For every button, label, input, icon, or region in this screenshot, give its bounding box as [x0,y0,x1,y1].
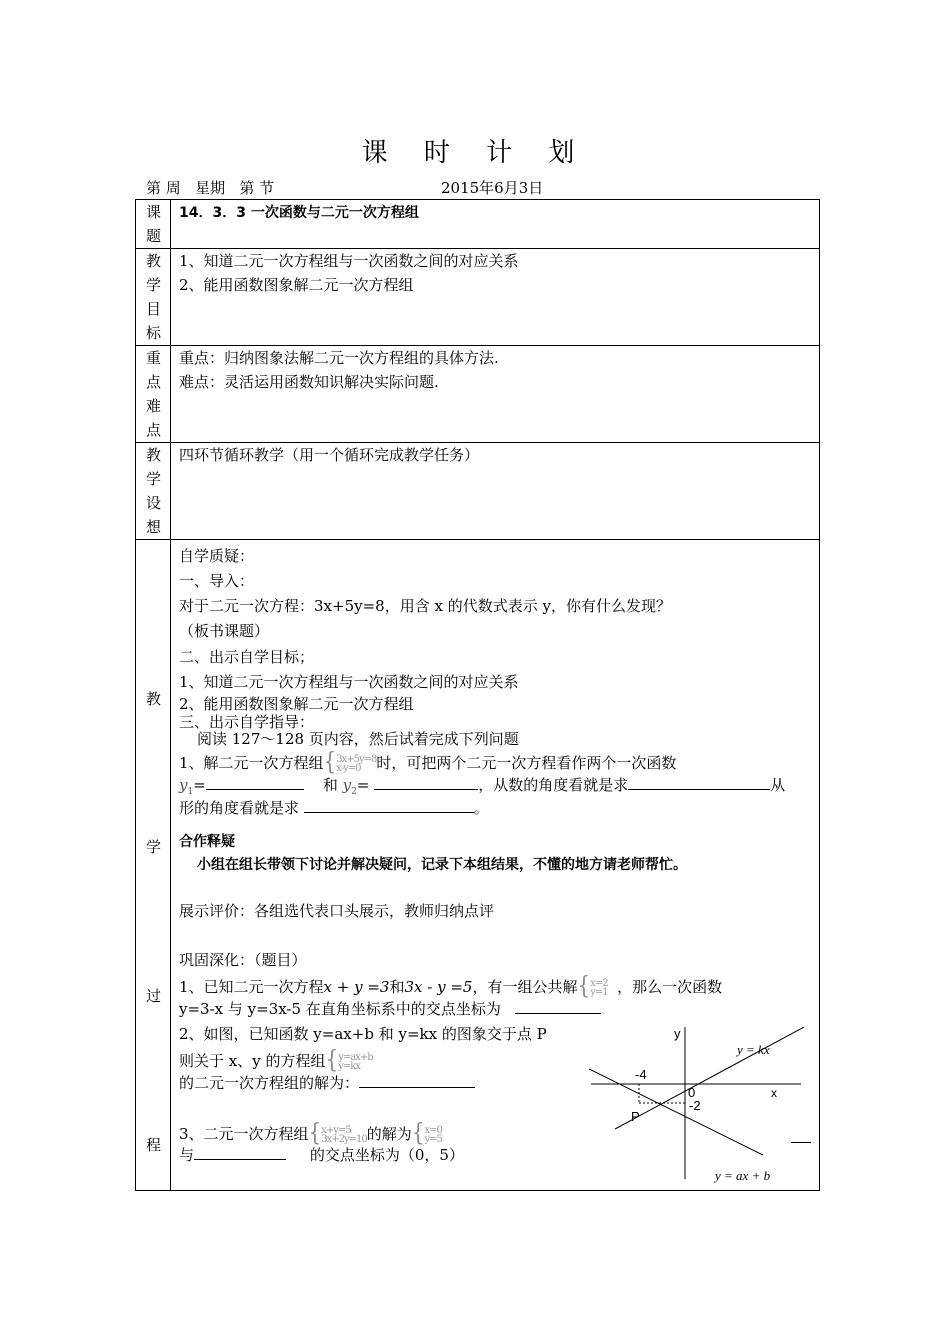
cooperation-text: 小组在组长带领下讨论并解决疑问，记录下本组结果，不懂的地方请老师帮忙。 [197,857,687,873]
keypoint-item: 重点：归纳图象法解二元一次方程组的具体方法. [179,349,499,367]
objectives-label-2: 目 标 [146,300,174,342]
system-brace: { [308,1117,322,1147]
keypoints-label [136,346,174,443]
ex1-text-b: ，有一组公共解 [472,978,578,996]
cooperation-heading: 合作释疑 [179,834,235,850]
process-row [136,540,820,1191]
objective-item: 2、能用函数图象解二元一次方程组 [179,276,414,294]
keypoints-row [136,346,820,443]
question-1-line-2 [179,774,785,797]
design-label-2: 设 想 [146,494,174,536]
answer-blank[interactable] [374,775,478,790]
line-ax-plus-b [589,1069,763,1155]
design-label [136,443,174,540]
lesson-plan-table [135,199,820,1191]
point-p-label: P [631,1109,640,1124]
q1-text-b: 时，可把两个二元一次方程看作两个一次函数 [376,754,677,772]
q1-text-d: 从 [770,776,786,794]
keypoints-content [171,346,820,443]
ex1-equation-2: 3x - y =5 [404,978,473,996]
objectives-label [136,249,174,346]
process-label-char: 教 [146,690,162,708]
q1-eq-sign: = [193,776,206,794]
topic-text: 14．3．3 一次函数与二元一次方程组 [179,205,419,221]
q1-text-a: 1、解二元一次方程组 [179,754,324,772]
schedule-meta: 第 周 星期 第 节 [146,179,275,197]
equation-glyph: x+y=5 3x+2y=10 [321,1125,367,1145]
keypoints-label-1: 重 点 [146,349,174,391]
self-study-heading: 自学质疑： [179,547,255,565]
exercise-3-line-2 [179,1144,464,1165]
process-label-char: 过 [146,987,162,1005]
q1-text-c: ，从数的角度看就是求 [478,776,629,794]
ex1-and: 和 [389,978,405,996]
topic-label: 课题 [136,200,171,249]
line-kx-label: y = kx [737,1042,770,1057]
ex1-text-c: ，那么一次函数 [617,978,723,996]
y1-subscript: 1 [187,787,194,797]
question-1-line-1 [179,746,677,776]
y-axis-label: y [674,1027,681,1041]
y2-symbol: y [342,776,352,794]
intro-question: 对于二元一次方程：3x+5y=8，用含 x 的代数式表示 y，你有什么发现？ [179,597,671,615]
process-label-char: 程 [146,1136,162,1154]
answer-blank[interactable] [515,999,601,1014]
topic-value [171,200,820,249]
topic-row [136,200,820,249]
y-tick-label: -2 [689,1098,701,1113]
objectives-row [136,249,820,346]
exercise-3-line-1 [179,1117,442,1147]
goal-item: 1、知道二元一次方程组与一次函数之间的对应关系 [179,673,519,691]
q1-eq-sign-2: = [356,776,370,794]
x-tick-label: -4 [635,1067,647,1082]
question-1-line-3 [179,797,489,818]
exercise-1-line-2 [179,998,601,1019]
guide-reading: 阅读 127～128 页内容，然后试着完成下列问题 [197,730,519,748]
exercise-1-line-1 [179,970,723,1000]
ex3-text-c: 与 [179,1146,195,1164]
process-label-char: 学 [146,838,162,856]
answer-blank[interactable] [628,775,770,790]
process-label [136,540,171,1191]
ex2-text-c: 的二元一次方程组的解为： [179,1074,360,1092]
design-text: 四环节循环教学（用一个循环完成教学任务） [179,446,480,464]
goal-item: 2、能用函数图象解二元一次方程组 [179,695,414,713]
lesson-date: 2015年6月3日 [441,179,544,197]
y1-symbol: y [179,776,188,794]
equation-glyph: x=2 y=1 [590,978,608,998]
origin-label: 0 [688,1085,696,1100]
line-ax-b-label: y = ax + b [715,1168,771,1183]
ex2-text-b: 则关于 x、y 的方程组 [179,1052,326,1070]
answer-blank[interactable] [304,798,474,813]
keypoints-label-2: 难 点 [146,397,174,439]
exercise-2-line-2 [179,1044,373,1074]
guide-heading: 三、出示自学指导： [179,713,315,731]
ex3-text-b: 的解为 [366,1125,412,1143]
q1-text-f: 。 [473,799,489,817]
system-brace: { [411,1117,425,1147]
answer-blank[interactable] [206,775,304,790]
intro-heading: 一、导入： [179,572,255,590]
q1-and: 和 [322,776,338,794]
objective-item: 1、知道二元一次方程组与一次函数之间的对应关系 [179,252,519,270]
answer-blank[interactable] [359,1073,475,1088]
y2-subscript: 2 [351,787,357,797]
x-axis-label: x [771,1086,777,1100]
equation-glyph: 3x+5y=8 x-y=0 [336,754,377,774]
answer-blank[interactable] [194,1145,286,1160]
system-brace: { [323,746,337,776]
ex1-text-d: y=3-x 与 y=3x-5 在直角坐标系中的交点坐标为 [179,1000,501,1018]
system-brace: { [577,970,591,1000]
objectives-content [171,249,820,346]
exercise-2-line-3 [179,1072,475,1093]
page-title: 课 时 计 划 [361,138,589,168]
ex3-text-a: 3、二元一次方程组 [179,1125,309,1143]
ex3-text-d: 的交点坐标为（0，5） [309,1146,464,1164]
board-note: （板书课题） [179,622,270,640]
ex1-text-a: 1、已知二元一次方程 [179,978,324,996]
review-text: 展示评价：各组选代表口头展示，教师归纳点评 [179,902,495,920]
equation-glyph: x=0 y=5 [424,1125,442,1145]
function-graph [589,1027,809,1187]
q1-text-e: 形的角度看就是求 [179,799,300,817]
consolidate-heading: 巩固深化：（题目） [179,951,307,969]
keypoint-item: 难点：灵活运用函数知识解决实际问题. [179,373,439,391]
goals-heading: 二、出示自学目标； [179,648,315,666]
system-brace: { [325,1044,339,1074]
design-row [136,443,820,540]
process-content [171,540,820,1191]
design-content [171,443,820,540]
equation-glyph: y=ax+b y=kx [338,1052,373,1072]
exercise-2-line-1: 2、如图，已知函数 y=ax+b 和 y=kx 的图象交于点 P [179,1025,547,1043]
design-label-1: 教 学 [146,446,174,488]
objectives-label-1: 教 学 [146,252,174,294]
ex1-equation-1: x + y =3 [323,978,390,996]
